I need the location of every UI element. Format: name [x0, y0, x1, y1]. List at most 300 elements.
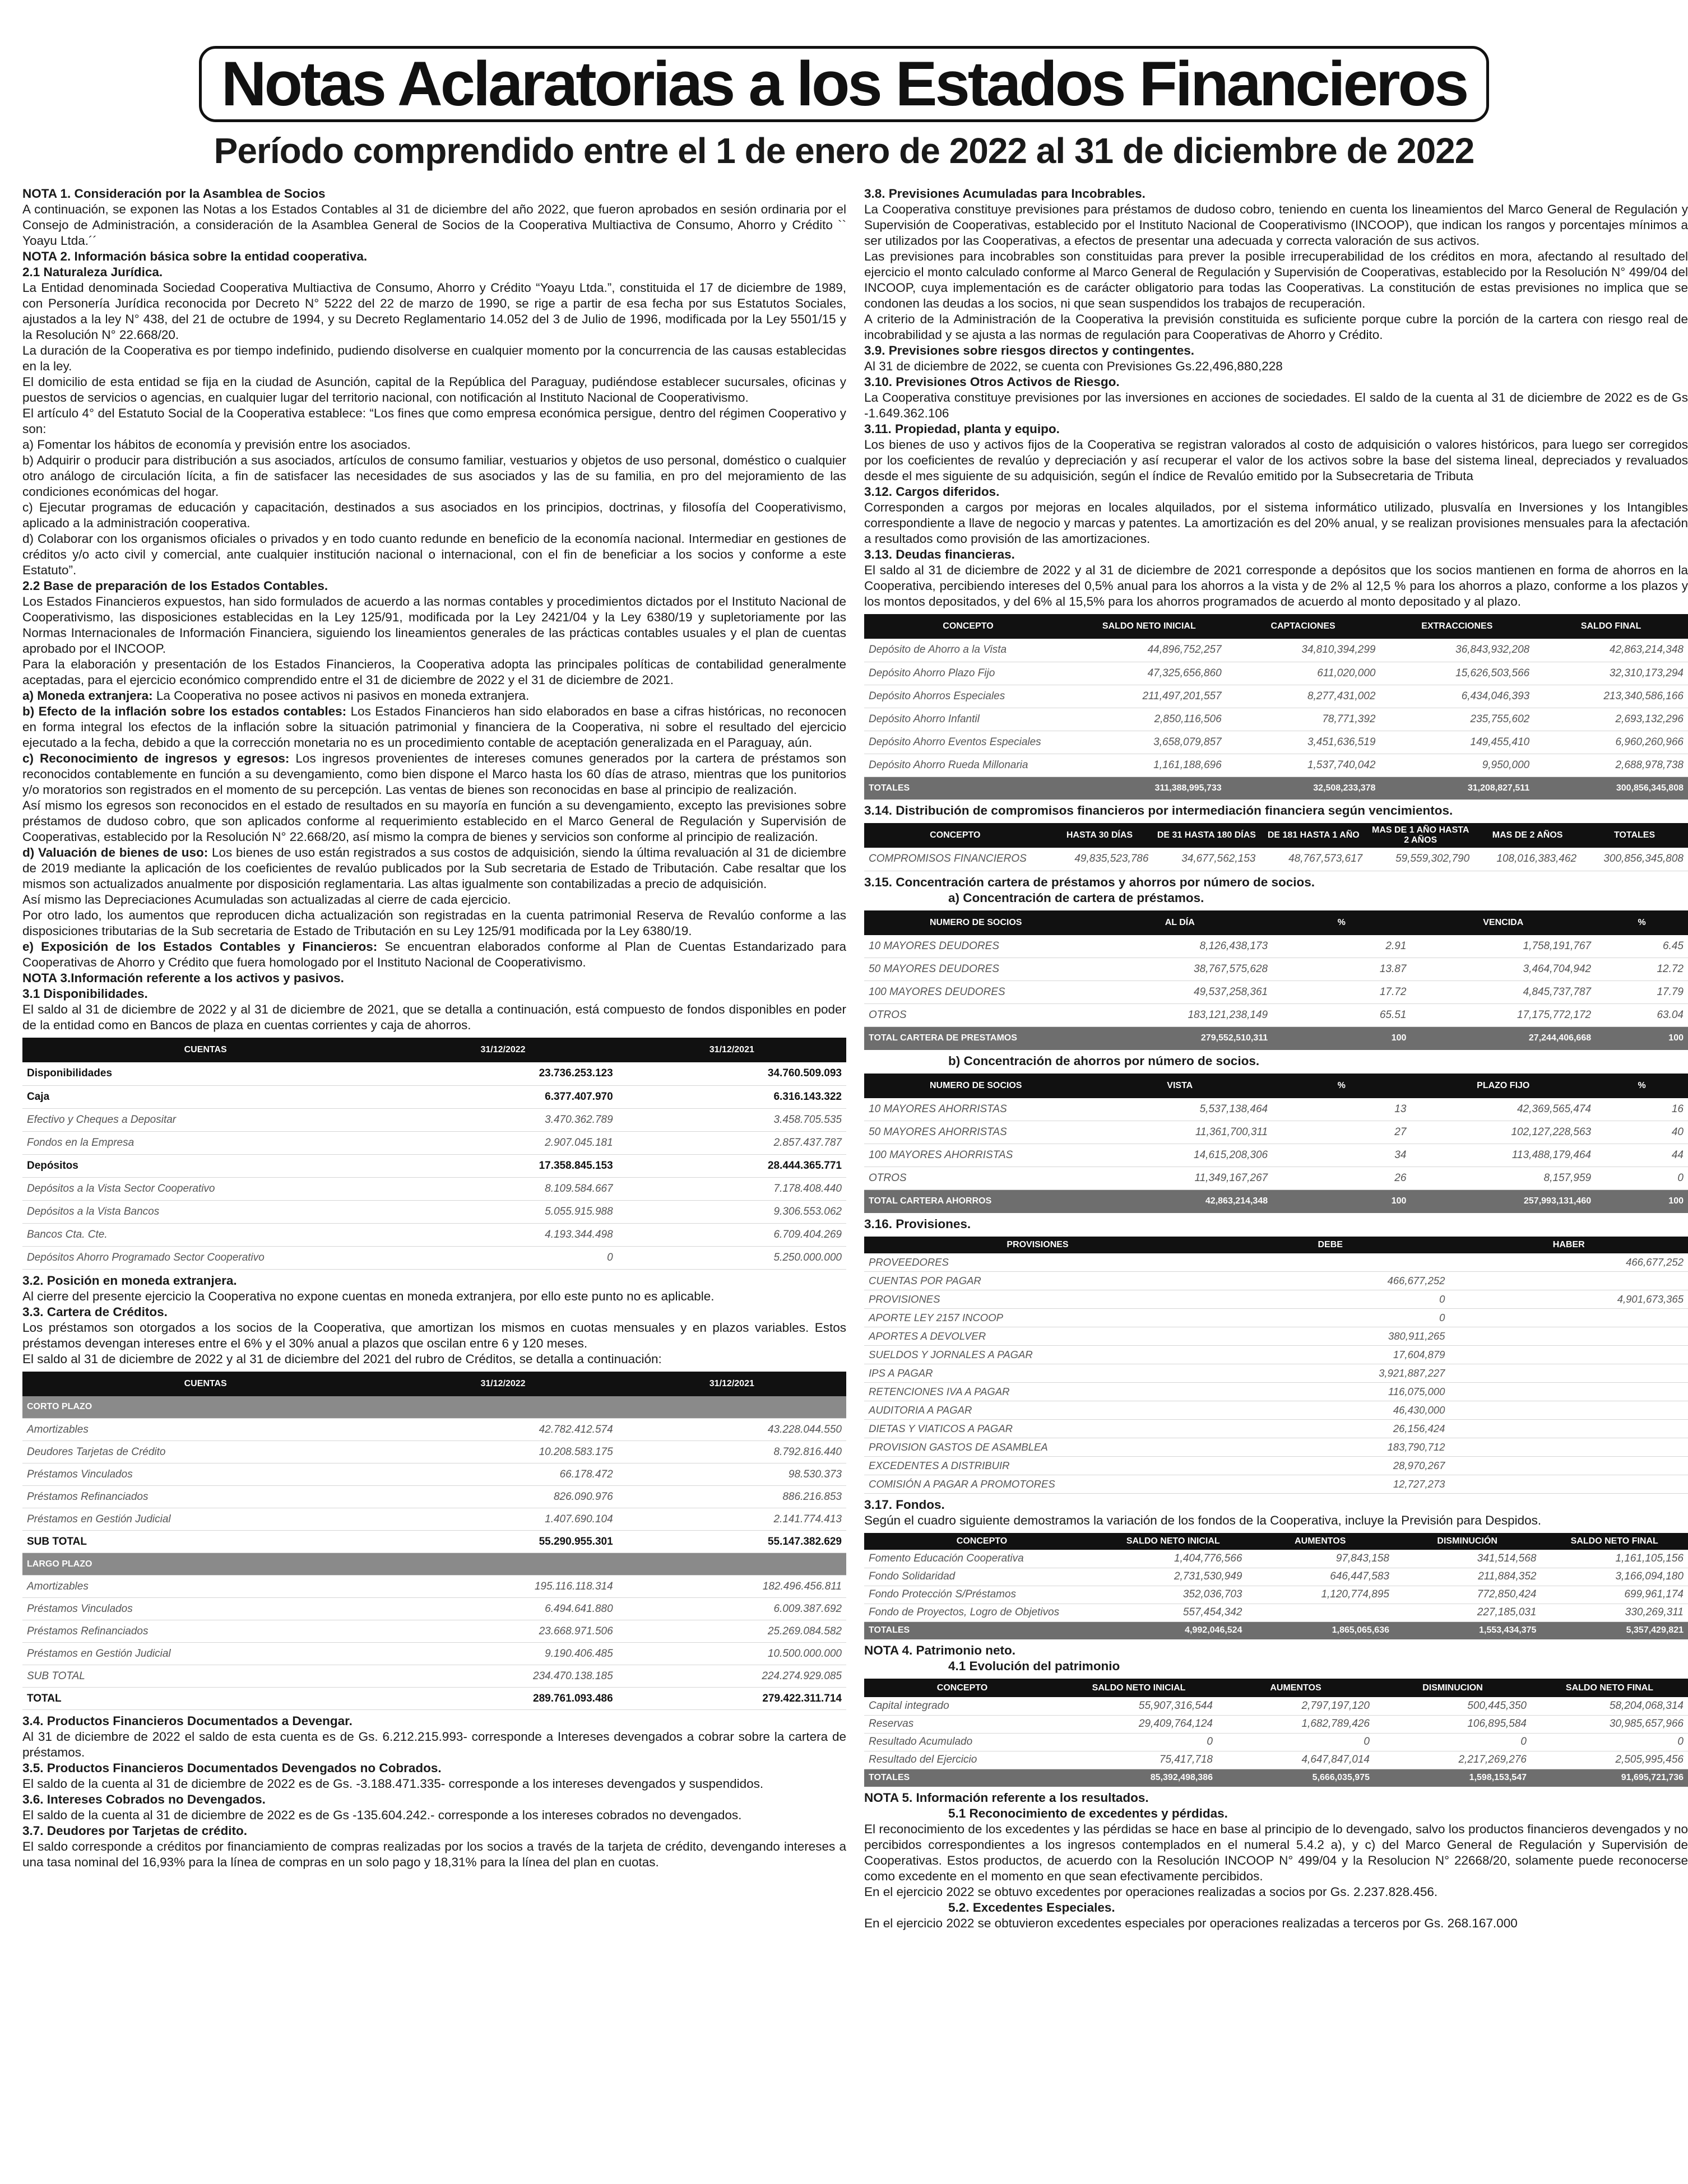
table-row — [22, 1620, 846, 1643]
table-cell: 32,310,173,294 — [1534, 662, 1688, 685]
table-cell: 3,464,704,942 — [1411, 958, 1596, 981]
table-cell: 6.494.641.880 — [388, 1598, 617, 1620]
table-cell: 211,884,352 — [1394, 1568, 1541, 1586]
table-cell: 100 — [1272, 1190, 1411, 1213]
table-row — [864, 1420, 1688, 1438]
table-cell: Préstamos Refinanciados — [22, 1486, 388, 1508]
table-row — [22, 1688, 846, 1710]
nota-3-2-text: Al cierre del presente ejercicio la Cooperativa no expone cuentas en moneda extranjera, por ello este punto no es aplicable. — [22, 1289, 715, 1303]
nota-4-1-heading: 4.1 Evolución del patrimonio — [948, 1659, 1120, 1673]
nota-3-5-text: El saldo de la cuenta al 31 de diciembre de 2022 es de Gs. -3.188.471.335- corresponde a los intereses devengados y suspendidos. — [22, 1777, 764, 1791]
table-cell: 42,369,565,474 — [1411, 1098, 1596, 1121]
table-cell: 40 — [1596, 1121, 1688, 1144]
table-cell: LARGO PLAZO — [22, 1553, 388, 1576]
table-cell: 25.269.084.582 — [618, 1620, 846, 1643]
table-cell: TOTAL CARTERA DE PRESTAMOS — [864, 1027, 1087, 1050]
table-row — [864, 708, 1688, 731]
table-header-row — [22, 1372, 846, 1396]
table-cell: Préstamos Vinculados — [22, 1463, 388, 1486]
table-row — [864, 1364, 1688, 1383]
table-cell: 85,392,498,386 — [1060, 1769, 1217, 1787]
nota-1-heading: NOTA 1. Consideración por la Asamblea de Socios — [22, 187, 326, 201]
table-cell: Amortizables — [22, 1419, 388, 1441]
table-row — [22, 1154, 846, 1177]
table-cell: 17.358.845.153 — [388, 1154, 617, 1177]
table-cell — [1449, 1272, 1688, 1290]
table-row — [864, 1167, 1688, 1190]
table-cell: 12.72 — [1596, 958, 1688, 981]
table-row — [864, 1697, 1688, 1715]
nota-2-2-item-e — [22, 939, 846, 970]
table-cell: 102,127,228,563 — [1411, 1121, 1596, 1144]
table-row — [22, 1177, 846, 1200]
table-cell: 1,865,065,636 — [1246, 1621, 1393, 1639]
nota-3-3-heading: 3.3. Cartera de Créditos. — [22, 1304, 168, 1319]
table-cell: 646,447,583 — [1246, 1568, 1393, 1586]
item-e-label: e) Exposición de los Estados Contables y Financieros: — [22, 940, 378, 954]
table-cell: 235,755,602 — [1380, 708, 1534, 731]
table-cell: 65.51 — [1272, 1004, 1411, 1027]
nota-3-1-heading: 3.1 Disponibilidades. — [22, 987, 148, 1001]
table-cell: TOTALES — [864, 1621, 1100, 1639]
nota-3-8-heading: 3.8. Previsiones Acumuladas para Incobrables. — [864, 187, 1146, 201]
table-cell: 1,120,774,895 — [1246, 1586, 1393, 1604]
nota-5-1-heading: 5.1 Reconocimiento de excedentes y pérdidas. — [948, 1806, 1228, 1820]
table-cell: 211,497,201,557 — [1072, 685, 1226, 708]
table-cell: OTROS — [864, 1004, 1087, 1027]
table-row — [864, 1550, 1688, 1568]
table-cell — [1449, 1364, 1688, 1383]
nota-1-text: A continuación, se exponen las Notas a los Estados Contables al 31 de diciembre del año 2022, que fueron aprobados en sesión ordinaria por el Consejo de Administración, a consideración de la Asamblea General de Socios de la Cooperativa Multiactiva de Consumo, Ahorro y Crédito `` Yoayu Ltda.´´ — [22, 202, 846, 248]
table-cell: 28.444.365.771 — [618, 1154, 846, 1177]
table-cell: 55.290.955.301 — [388, 1531, 617, 1553]
table-cell: 234.470.138.185 — [388, 1665, 617, 1688]
table-row — [22, 1643, 846, 1665]
table-cell: Depósitos Ahorro Programado Sector Cooperativo — [22, 1246, 388, 1269]
nota-2-1-text-2: La duración de la Cooperativa es por tiempo indefinido, pudiendo disolverse en cualquier momento por la concurrencia de las causas establecidas en la ley. — [22, 343, 846, 373]
table-cell: 466,677,252 — [1211, 1272, 1450, 1290]
table-cell: 1,682,789,426 — [1217, 1715, 1374, 1733]
table-cell: 13 — [1272, 1098, 1411, 1121]
table-cell: 38,767,575,628 — [1087, 958, 1272, 981]
table-cell: Resultado Acumulado — [864, 1733, 1060, 1751]
table-cell: 2.907.045.181 — [388, 1131, 617, 1154]
table-row — [864, 662, 1688, 685]
table-cell: 34,810,394,299 — [1226, 639, 1380, 662]
nota-3-9-text: Al 31 de diciembre de 2022, se cuenta con Previsiones Gs.22,496,880,228 — [864, 359, 1283, 373]
table-cell: PROVISION GASTOS DE ASAMBLEA — [864, 1438, 1211, 1457]
table-cell: 5,537,138,464 — [1087, 1098, 1272, 1121]
nota-3-7-text: El saldo corresponde a créditos por financiamiento de compras realizadas por los socios a través de la tarjeta de crédito, devengando intereses a una tasa nominal del 16,93% para la línea de compras en un solo pago y 18,31% para la línea del plan en cuotas. — [22, 1839, 846, 1869]
table-cell: 31,208,827,511 — [1380, 777, 1534, 800]
table-cell: 17.72 — [1272, 981, 1411, 1004]
table-row — [22, 1419, 846, 1441]
table-row — [22, 1062, 846, 1085]
table-cell: 0 — [1060, 1733, 1217, 1751]
deudas-financieras-table — [864, 614, 1688, 800]
table-cell: 2,505,995,456 — [1531, 1751, 1688, 1769]
nota-3-9-heading: 3.9. Previsiones sobre riesgos directos y contingentes. — [864, 343, 1194, 357]
nota-2-2-text-1: Los Estados Financieros expuestos, han sido formulados de acuerdo a las normas contables y procedimientos dictados por el Instituto Nacional de Cooperativismo, las disposiciones establecidas en la Ley 125/91, modificada por la Ley 2421/04 y la Ley 6380/19 y supletoriamente por las Normas Internacionales de Información Financiera, siguiendo los lineamientos generales de las prácticas contables usuales y el plan de cuentas aprobado por el INCOOP. — [22, 594, 846, 656]
table-cell: 300,856,345,808 — [1581, 848, 1688, 871]
table-cell: 0 — [1217, 1733, 1374, 1751]
table-row — [864, 1121, 1688, 1144]
nota-5-1-text-1: El reconocimiento de los excedentes y las pérdidas se hace en base al principio de lo devengado, salvo los productos financieros devengados y no percibidos correspondientes a los ingresos contemplados en el numeral 5.4.2 a), y c) del Marco General de Regulación y Supervisión de Cooperativas. Estos productos, de acuerdo con la Resolución INCOOP N° 499/04 y la Resolucion N° 22668/20, solamente puede reconocerse como excedente en el momento en que sean efectivamente percibidos. — [864, 1822, 1688, 1883]
table-cell: 59,559,302,790 — [1367, 848, 1474, 871]
nota-2-2-item-d-3: Por otro lado, los aumentos que reproducen dicha actualización son registradas en la cuenta patrimonial Reserva de Revalúo conforme a las disposiciones tributarias de la Sub secretaria de Estado de Tributación en su Ley 125/91 modificada por la Ley 6380/19. — [22, 908, 846, 938]
table-cell — [1449, 1438, 1688, 1457]
item-b-label: b) Efecto de la inflación sobre los estados contables: — [22, 704, 347, 718]
table-row — [864, 1004, 1688, 1027]
table-row — [22, 1598, 846, 1620]
table-row — [22, 1553, 846, 1576]
item-c-label: c) Reconocimiento de ingresos y egresos: — [22, 751, 290, 765]
table-cell: 380,911,265 — [1211, 1327, 1450, 1346]
table-cell: Caja — [22, 1085, 388, 1108]
table-cell: SUELDOS Y JORNALES A PAGAR — [864, 1346, 1211, 1364]
table-cell — [1449, 1420, 1688, 1438]
column-header: CONCEPTO — [864, 614, 1072, 639]
table-cell: SUB TOTAL — [22, 1531, 388, 1553]
table-cell: 116,075,000 — [1211, 1383, 1450, 1401]
nota-2-1-text-3: El domicilio de esta entidad se fija en la ciudad de Asunción, capital de la República del Paraguay, pudiéndose establecer sucursales, oficinas y puestos de servicios o agencias, en cualquier lugar del territorio nacional, con notificación al Instituto Nacional de Cooperativismo. — [22, 375, 846, 405]
table-cell: 1,404,776,566 — [1100, 1550, 1246, 1568]
column-header: DE 31 HASTA 180 DÍAS — [1153, 823, 1260, 848]
table-cell: 44,896,752,257 — [1072, 639, 1226, 662]
table-row — [22, 1463, 846, 1486]
table-cell: 182.496.456.811 — [618, 1576, 846, 1598]
table-cell: 29,409,764,124 — [1060, 1715, 1217, 1733]
table-row — [864, 685, 1688, 708]
table-cell: AUDITORIA A PAGAR — [864, 1401, 1211, 1420]
nota-3-15-a-heading: a) Concentración de cartera de préstamos. — [948, 890, 1204, 905]
table-header-row — [864, 1237, 1688, 1253]
table-cell: 16 — [1596, 1098, 1688, 1121]
table-cell — [1246, 1604, 1393, 1621]
table-cell: 5.250.000.000 — [618, 1246, 846, 1269]
table-row — [864, 1253, 1688, 1272]
page-subtitle: Período comprendido entre el 1 de enero de 2022 al 31 de diciembre de 2022 — [214, 131, 1474, 171]
table-row — [864, 1098, 1688, 1121]
table-cell: 8.792.816.440 — [618, 1441, 846, 1463]
table-cell: Depósito Ahorro Eventos Especiales — [864, 731, 1072, 754]
table-cell: APORTES A DEVOLVER — [864, 1327, 1211, 1346]
table-cell: 227,185,031 — [1394, 1604, 1541, 1621]
nota-3-2-heading: 3.2. Posición en moneda extranjera. — [22, 1273, 237, 1288]
nota-3-14-heading: 3.14. Distribución de compromisos financieros por intermediación financiera según vencimientos. — [864, 803, 1453, 817]
table-cell: 26,156,424 — [1211, 1420, 1450, 1438]
table-cell: 100 — [1272, 1027, 1411, 1050]
table-cell: IPS A PAGAR — [864, 1364, 1211, 1383]
table-cell: 50 MAYORES DEUDORES — [864, 958, 1087, 981]
nota-2-1-text-4: El artículo 4° del Estatuto Social de la Cooperativa establece: “Los fines que como empresa económica persigue, dentro del régimen Cooperativo y son: — [22, 406, 846, 436]
table-row — [864, 1621, 1688, 1639]
column-header: CAPTACIONES — [1226, 614, 1380, 639]
table-cell: 11,349,167,267 — [1087, 1167, 1272, 1190]
table-row — [864, 1751, 1688, 1769]
table-row — [864, 1401, 1688, 1420]
nota-2-1-item-c: c) Ejecutar programas de educación y capacitación, destinados a sus asociados en los principios, doctrinas, y filosofía del Cooperativismo, aplicado a la administración cooperativa. — [22, 500, 846, 530]
nota-3-10-text: La Cooperativa constituye previsiones por las inversiones en acciones de sociedades. El saldo de la cuenta al 31 de diciembre de 2022 es de Gs -1.649.362.106 — [864, 391, 1688, 420]
left-column — [22, 186, 846, 1870]
table-cell: Depósito de Ahorro a la Vista — [864, 639, 1072, 662]
table-cell: Préstamos Refinanciados — [22, 1620, 388, 1643]
table-header-row — [864, 1679, 1688, 1697]
table-cell: 1,161,105,156 — [1541, 1550, 1688, 1568]
nota-5-2-heading: 5.2. Excedentes Especiales. — [948, 1900, 1115, 1915]
table-cell: Bancos Cta. Cte. — [22, 1223, 388, 1246]
table-cell: 149,455,410 — [1380, 731, 1534, 754]
table-row — [22, 1576, 846, 1598]
table-cell: 1,161,188,696 — [1072, 754, 1226, 777]
table-row — [864, 1383, 1688, 1401]
table-cell: 2.91 — [1272, 935, 1411, 958]
column-header: CUENTAS — [22, 1038, 388, 1062]
table-cell: 50 MAYORES AHORRISTAS — [864, 1121, 1087, 1144]
table-cell: 1,758,191,767 — [1411, 935, 1596, 958]
table-cell: 1,598,153,547 — [1374, 1769, 1531, 1787]
nota-3-7-heading: 3.7. Deudores por Tarjetas de crédito. — [22, 1824, 247, 1838]
table-cell: 27,244,406,668 — [1411, 1027, 1596, 1050]
nota-2-2-item-a — [22, 688, 846, 704]
table-cell: 27 — [1272, 1121, 1411, 1144]
item-c-text: Los ingresos provenientes de intereses comunes generados por la cartera de préstamos son reconocidos contablemente en función a su devengamiento, como bien dispone el Marco hasta los 60 días de atraso, mientras que los punitorios y/o moratorios son registrados en el momento de su percepción. Las ventas de bienes son reconocidas en base al principio de realización. — [22, 751, 846, 797]
table-cell: 55,907,316,544 — [1060, 1697, 1217, 1715]
column-header: AUMENTOS — [1246, 1533, 1393, 1550]
table-cell: 772,850,424 — [1394, 1586, 1541, 1604]
table-row — [22, 1085, 846, 1108]
table-cell: 257,993,131,460 — [1411, 1190, 1596, 1213]
column-header: % — [1596, 1074, 1688, 1098]
nota-3-4-text: Al 31 de diciembre de 2022 el saldo de esta cuenta es de Gs. 6.212.215.993- corresponde a Intereses devengados a cobrar sobre la cartera de préstamos. — [22, 1730, 846, 1759]
nota-3-6-text: El saldo de la cuenta al 31 de diciembre de 2022 es de Gs -135.604.242.- corresponde a los intereses cobrados no devengados. — [22, 1808, 742, 1822]
table-cell: Capital integrado — [864, 1697, 1060, 1715]
provisiones-table — [864, 1237, 1688, 1494]
column-header: CONCEPTO — [864, 1533, 1100, 1550]
table-row — [864, 981, 1688, 1004]
table-cell: 9.190.406.485 — [388, 1643, 617, 1665]
column-header: DISMINUCIÓN — [1394, 1533, 1541, 1550]
table-cell — [1449, 1346, 1688, 1364]
table-cell — [618, 1553, 846, 1576]
table-cell: 4,901,673,365 — [1449, 1290, 1688, 1309]
nota-3-8-text-2: Las previsiones para incobrables son constituidas para prever la posible irrecuperabilidad de los créditos en mora, afectando al resultado del ejercicio el monto calculado conforme al Marco General de Regulación y Supervisión de Cooperativas, establecido por la Resolución N° 499/04 del INCOOP, cuya implementación es de carácter obligatorio para todas las Cooperativas. La constitución de estas previsiones no implica que se condonen las deudas a los socios, ni que sean suspendidos los trabajos de recuperación. — [864, 249, 1688, 310]
table-cell: 2,731,530,949 — [1100, 1568, 1246, 1586]
table-cell: 0 — [1211, 1290, 1450, 1309]
table-cell: 91,695,721,736 — [1531, 1769, 1688, 1787]
table-cell — [1211, 1253, 1450, 1272]
disponibilidades-table — [22, 1038, 846, 1270]
table-row — [22, 1131, 846, 1154]
table-cell: PROVISIONES — [864, 1290, 1211, 1309]
column-header: CONCEPTO — [864, 1679, 1060, 1697]
table-row — [864, 1438, 1688, 1457]
table-cell: 9,950,000 — [1380, 754, 1534, 777]
column-header: % — [1596, 910, 1688, 935]
item-b-text: Los Estados Financieros han sido elaborados en base a cifras históricas, no reconocen en forma integral los efectos de la inflación sobre la situación patrimonial y financiera de la Cooperativa, ni sobre el resultado del ejercicio ejecutado a la fecha, debido a que la corrección monetaria no es un procedimiento contable de aceptación generalizada en el Paraguay, aún. — [22, 704, 846, 750]
table-row — [864, 1769, 1688, 1787]
table-cell: 17,604,879 — [1211, 1346, 1450, 1364]
nota-2-2-item-d-2: Así mismo las Depreciaciones Acumuladas son actualizadas al cierre de cada ejercicio. — [22, 893, 511, 907]
table-cell: 1,537,740,042 — [1226, 754, 1380, 777]
table-cell: 9.306.553.062 — [618, 1200, 846, 1223]
table-cell: Fondo de Proyectos, Logro de Objetivos — [864, 1604, 1100, 1621]
table-row — [22, 1396, 846, 1419]
nota-3-13-heading: 3.13. Deudas financieras. — [864, 547, 1015, 561]
nota-3-3-text-2: El saldo al 31 de diciembre de 2022 y al 31 de diciembre del 2021 del rubro de Créditos, se detalla a continuación: — [22, 1351, 662, 1366]
nota-5-2-text: En el ejercicio 2022 se obtuvieron excedentes especiales por operaciones realizadas a terceros por Gs. 268.167.000 — [864, 1916, 1518, 1930]
table-cell: Fondo Protección S/Préstamos — [864, 1586, 1100, 1604]
column-header: 31/12/2022 — [388, 1038, 617, 1062]
table-cell: 10.500.000.000 — [618, 1643, 846, 1665]
table-cell: 34,677,562,153 — [1153, 848, 1260, 871]
table-cell — [1449, 1309, 1688, 1327]
table-cell: 289.761.093.486 — [388, 1688, 617, 1710]
table-cell: 48,767,573,617 — [1260, 848, 1367, 871]
item-a-text: La Cooperativa no posee activos ni pasivos en moneda extranjera. — [152, 689, 530, 703]
table-cell: Efectivo y Cheques a Depositar — [22, 1108, 388, 1131]
nota-3-17-heading: 3.17. Fondos. — [864, 1498, 945, 1512]
column-header: SALDO NETO INICIAL — [1072, 614, 1226, 639]
table-header-row — [864, 1074, 1688, 1098]
table-row — [864, 1190, 1688, 1213]
table-cell: TOTAL CARTERA AHORROS — [864, 1190, 1087, 1213]
table-cell: Préstamos en Gestión Judicial — [22, 1643, 388, 1665]
table-cell: RETENCIONES IVA A PAGAR — [864, 1383, 1211, 1401]
table-cell — [618, 1396, 846, 1419]
table-row — [864, 1715, 1688, 1733]
column-header: 31/12/2022 — [388, 1372, 617, 1396]
nota-5-heading: NOTA 5. Información referente a los resultados. — [864, 1791, 1149, 1805]
table-cell: 23.736.253.123 — [388, 1062, 617, 1085]
table-row — [864, 1309, 1688, 1327]
table-cell — [388, 1553, 617, 1576]
table-cell: 330,269,311 — [1541, 1604, 1688, 1621]
table-header-row — [864, 823, 1688, 848]
nota-3-1-text: El saldo al 31 de diciembre de 2022 y al 31 de diciembre de 2021, que se detalla a continuación, está compuesto de fondos disponibles en poder de la entidad como en Bancos de plaza en cuentas corrientes y caja de ahorros. — [22, 1002, 846, 1032]
table-cell: 557,454,342 — [1100, 1604, 1246, 1621]
table-cell: 6.709.404.269 — [618, 1223, 846, 1246]
item-e-text: Se encuentran elaborados conforme al Plan de Cuentas Estandarizado para Cooperativas de Ahorro y Crédito que fuera homologado por el Instituto Nacional de Cooperativismo. — [22, 940, 846, 969]
table-cell: Amortizables — [22, 1576, 388, 1598]
table-cell: 63.04 — [1596, 1004, 1688, 1027]
table-row — [22, 1200, 846, 1223]
table-cell: 1.407.690.104 — [388, 1508, 617, 1531]
table-cell: COMISIÓN A PAGAR A PROMOTORES — [864, 1475, 1211, 1494]
table-cell: CORTO PLAZO — [22, 1396, 388, 1419]
nota-3-12-text: Corresponden a cargos por mejoras en locales alquilados, por el sistema informático utilizado, plusvalía en Inversiones y los Intangibles correspondiente a llave de negocio y marcas y patentes. La amortización es del 20% anual, y se realizan provisiones mensuales para la afectación a resultados como provisión de las amortizaciones. — [864, 500, 1688, 546]
nota-2-1-text-1: La Entidad denominada Sociedad Cooperativa Multiactiva de Consumo, Ahorro y Crédito “Yoayu Ltda.”, constituida el 17 de diciembre de 1989, con Personería Jurídica reconocida por Decreto N° 5222 del 22 de marzo de 1990, se rige a partir de esa fecha por sus Estatutos Sociales, ajustados a la ley N° 438, del 21 de octubre de 1994, y su Decreto Reglamentario 14.052 del 3 de Julio de 1996, modificada por la Ley 5501/15 y la Resolución N° 22.668/20. — [22, 281, 846, 342]
table-cell: 279,552,510,311 — [1087, 1027, 1272, 1050]
table-cell: 3,921,887,227 — [1211, 1364, 1450, 1383]
column-header: MAS DE 1 AÑO HASTA 2 AÑOS — [1367, 823, 1474, 848]
column-header: SALDO NETO INICIAL — [1060, 1679, 1217, 1697]
table-cell: Deudores Tarjetas de Crédito — [22, 1441, 388, 1463]
page-title: Notas Aclaratorias a los Estados Financieros — [221, 49, 1467, 119]
column-header: SALDO NETO FINAL — [1541, 1533, 1688, 1550]
table-cell: Depósito Ahorro Rueda Millonaria — [864, 754, 1072, 777]
table-cell: 611,020,000 — [1226, 662, 1380, 685]
table-row — [864, 1144, 1688, 1167]
table-row — [22, 1223, 846, 1246]
table-cell: 8.109.584.667 — [388, 1177, 617, 1200]
table-cell: Fomento Educación Cooperativa — [864, 1550, 1100, 1568]
fondos-table — [864, 1533, 1688, 1639]
table-cell: 1,553,434,375 — [1394, 1621, 1541, 1639]
table-cell: Depósitos a la Vista Sector Cooperativo — [22, 1177, 388, 1200]
column-header: EXTRACCIONES — [1380, 614, 1534, 639]
column-header: NUMERO DE SOCIOS — [864, 1074, 1087, 1098]
table-cell: 42.782.412.574 — [388, 1419, 617, 1441]
nota-2-2-text-2: Para la elaboración y presentación de los Estados Financieros, la Cooperativa adopta las principales políticas de contabilidad generalmente aceptadas, para el ejercicio económico comprendido entre el 31 de diciembre de 2022 y el 31 de diciembre de 2021. — [22, 657, 846, 687]
column-header: CUENTAS — [22, 1372, 388, 1396]
table-cell: Fondo Solidaridad — [864, 1568, 1100, 1586]
table-cell: 826.090.976 — [388, 1486, 617, 1508]
table-cell: 58,204,068,314 — [1531, 1697, 1688, 1715]
nota-3-5-heading: 3.5. Productos Financieros Documentados Devengados no Cobrados. — [22, 1761, 442, 1775]
column-header: NUMERO DE SOCIOS — [864, 910, 1087, 935]
column-header: DEBE — [1211, 1237, 1450, 1253]
table-cell: 2.857.437.787 — [618, 1131, 846, 1154]
table-row — [864, 1586, 1688, 1604]
table-cell: 4,992,046,524 — [1100, 1621, 1246, 1639]
column-header: SALDO NETO INICIAL — [1100, 1533, 1246, 1550]
column-header: HASTA 30 DÍAS — [1046, 823, 1153, 848]
table-cell: Depósito Ahorros Especiales — [864, 685, 1072, 708]
table-cell: 2,797,197,120 — [1217, 1697, 1374, 1715]
table-row — [22, 1246, 846, 1269]
table-cell: 699,961,174 — [1541, 1586, 1688, 1604]
column-header: MAS DE 2 AÑOS — [1474, 823, 1581, 848]
table-cell: Disponibilidades — [22, 1062, 388, 1085]
table-cell: DIETAS Y VIATICOS A PAGAR — [864, 1420, 1211, 1438]
table-cell: 500,445,350 — [1374, 1697, 1531, 1715]
table-row — [864, 1457, 1688, 1475]
nota-3-15-heading: 3.15. Concentración cartera de préstamos y ahorros por número de socios. — [864, 875, 1315, 889]
table-cell: 8,277,431,002 — [1226, 685, 1380, 708]
nota-3-4-heading: 3.4. Productos Financieros Documentados a Devengar. — [22, 1714, 353, 1728]
table-row — [22, 1486, 846, 1508]
table-cell: 6,960,260,966 — [1534, 731, 1688, 754]
table-cell: 2,850,116,506 — [1072, 708, 1226, 731]
table-cell: SUB TOTAL — [22, 1665, 388, 1688]
table-cell: 34.760.509.093 — [618, 1062, 846, 1085]
table-row — [864, 754, 1688, 777]
table-cell: Reservas — [864, 1715, 1060, 1733]
table-cell: 10.208.583.175 — [388, 1441, 617, 1463]
table-cell: 6,434,046,393 — [1380, 685, 1534, 708]
table-cell: 6.45 — [1596, 935, 1688, 958]
table-cell: OTROS — [864, 1167, 1087, 1190]
table-cell: 100 MAYORES AHORRISTAS — [864, 1144, 1087, 1167]
concentracion-ahorros-table — [864, 1074, 1688, 1213]
table-cell: 42,863,214,348 — [1087, 1190, 1272, 1213]
column-header: VISTA — [1087, 1074, 1272, 1098]
table-cell: 15,626,503,566 — [1380, 662, 1534, 685]
table-cell: Préstamos Vinculados — [22, 1598, 388, 1620]
table-cell: 213,340,586,166 — [1534, 685, 1688, 708]
nota-2-2-item-c-2: Así mismo los egresos son reconocidos en el estado de resultados en su mayoría en función a su devengamiento, excepto las previsiones sobre préstamos de dudoso cobro, que son aplicados conforme al requerimiento establecido en el Marco General de Regulación y Supervisión de Cooperativas, establecido por la Resolución N° 22.668/20, así mismo la compra de bienes y servicios son conforme al principio de realización. — [22, 798, 846, 844]
table-row — [864, 777, 1688, 800]
table-row — [22, 1441, 846, 1463]
nota-3-12-heading: 3.12. Cargos diferidos. — [864, 485, 1000, 499]
item-a-label: a) Moneda extranjera: — [22, 689, 153, 703]
nota-3-8-text-1: La Cooperativa constituye previsiones para préstamos de dudoso cobro, teniendo en cuenta los lineamientos del Marco General de Regulación y Supervisión de Cooperativas, establecido por el Instituto Nacional de Cooperativismo (INCOOP), que indican los rangos y porcentajes mínimos a ser utilizados por las Cooperativas, a efectos de presentar una adecuada y correcta valoración de sus activos. — [864, 202, 1688, 248]
table-cell: 100 — [1596, 1190, 1688, 1213]
table-cell: 28,970,267 — [1211, 1457, 1450, 1475]
table-row — [864, 1327, 1688, 1346]
table-cell: 43.228.044.550 — [618, 1419, 846, 1441]
